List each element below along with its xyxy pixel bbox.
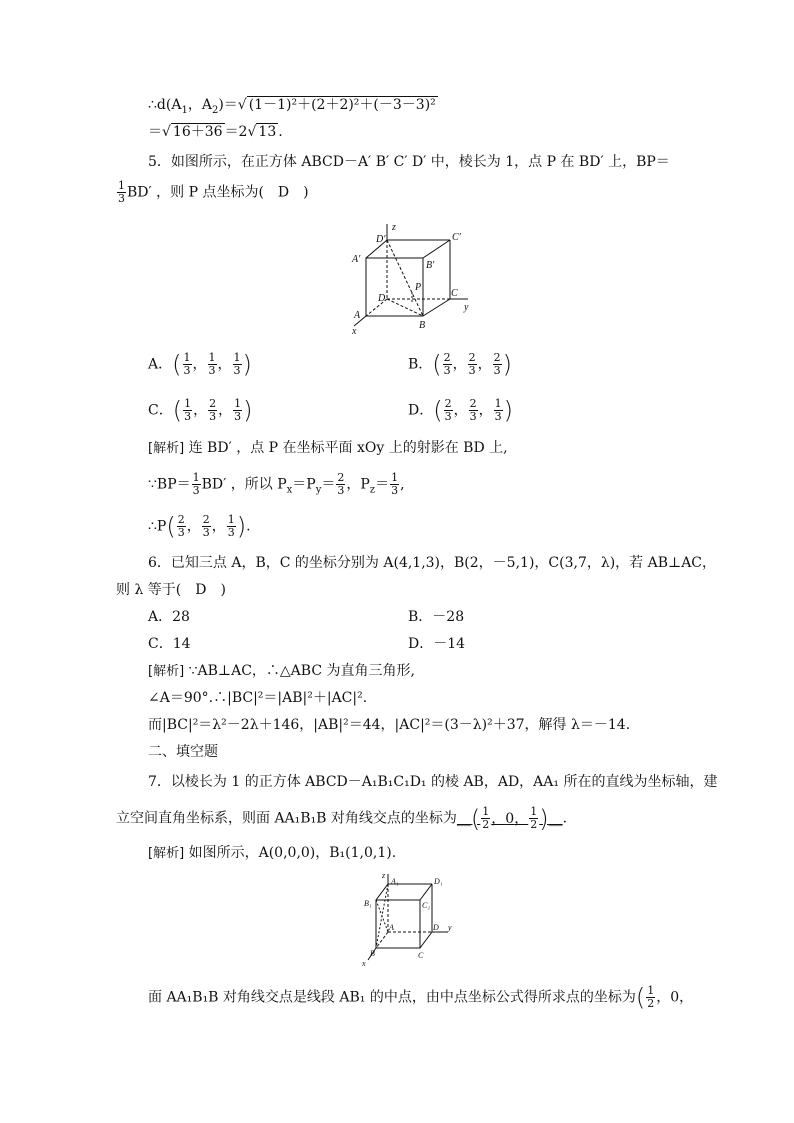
label-z: z [392, 222, 396, 233]
q5-option-a: A．( $\frac{1}{3}$ ， $\frac{1}{3}$ ， $\frac{1}{3}$ ) [148, 350, 252, 379]
q7-cube-figure [358, 870, 458, 970]
q6-option-b: B．－28 [408, 609, 465, 625]
label-c: C [418, 951, 424, 960]
label-c: C [451, 288, 458, 299]
label-c1: C₁ [422, 901, 431, 910]
q5-option-c: C．( $\frac{1}{3}$ ， $\frac{2}{3}$ ， $\frac{1}{3}$ ) [148, 396, 253, 425]
q6-option-a: A．28 [148, 609, 190, 625]
label-y: y [464, 302, 469, 313]
label-a-prime: A′ [352, 254, 361, 265]
fraction: $\frac{2}{3}$ [468, 351, 476, 377]
prev-line-1: $\therefore d(A_1$，$A_2)=√$ (1－1)²＋(2＋2)²＋(－3－3)² [148, 97, 436, 116]
q7-stem-2: 立空间直角坐标系，则面 AA₁B₁B 对角线交点的坐标为__( $\frac{1}{2}$ ，0， $\frac{1}{2}$ )__. [116, 804, 568, 833]
fraction: $\frac{1}{3}$ [494, 397, 502, 423]
label-a: A [389, 923, 394, 932]
q7-answer-blank: __( $\frac{1}{2}$ ，0， $\frac{1}{2}$ )__ [456, 804, 563, 833]
label-d1: D₁ [434, 877, 443, 886]
label-a: A [354, 310, 361, 321]
label-x: x [352, 326, 357, 336]
fraction: $\frac{1}{3}$ [234, 397, 242, 423]
fraction: $\frac{2}{3}$ [209, 397, 217, 423]
label-x: x [362, 959, 366, 968]
fraction: $\frac{1}{3}$ [183, 351, 191, 377]
label-y: y [448, 923, 452, 932]
fraction: $\frac{1}{3}$ [118, 179, 125, 205]
fraction: $\frac{2}{3}$ [444, 397, 452, 423]
q6-analysis-3: 而|BC|²＝λ²－2λ＋146，|AB|²＝44，|AC|²＝(3－λ)²＋37，解得 λ＝－14. [148, 717, 631, 733]
q6-stem: 6．已知三点 A，B，C 的坐标分别为 A(4,1,3)，B(2，－5,1)，C(3,7，λ)，若 AB⊥AC， [148, 555, 717, 571]
label-d-prime: D′ [376, 234, 386, 245]
q5-analysis-2: ∵BP＝ $\frac{1}{3}$ BD′ ，所以 $P_x=P_y=$ $\frac{2}{3}$ ，$P_z=$ $\frac{1}{3}$ , [148, 471, 405, 497]
analysis-tag: [解析] [148, 441, 185, 456]
label-b1: B₁ [364, 899, 372, 908]
label-c-prime: C′ [452, 232, 461, 243]
label-b: B [370, 949, 375, 958]
fraction: $\frac{2}{3}$ [443, 351, 451, 377]
q6-analysis-1: [解析] ∵AB⊥AC，∴△ABC 为直角三角形, [148, 663, 415, 679]
label-a1: A₁ [391, 877, 399, 886]
q6-option-c: C．14 [148, 636, 191, 652]
label-b-prime: B′ [426, 260, 435, 271]
q6-stem-2: 则 λ 等于( D ) [116, 582, 226, 598]
q5-option-d: D．( $\frac{2}{3}$ ， $\frac{2}{3}$ ， $\frac{1}{3}$ ) [408, 396, 513, 425]
section-heading: 二、填空题 [148, 744, 218, 760]
q6-option-d: D．－14 [408, 636, 466, 652]
label-d: D [433, 923, 439, 932]
q5-stem-2: $\frac{1}{3}$ BD′ ，则 P 点坐标为( D ) [118, 179, 309, 205]
option-label: C． [148, 402, 173, 419]
q5-stem: 5．如图所示，在正方体 ABCD－A′ B′ C′ D′ 中，棱长为 1，点 P 在 BD′ 上，BP＝ [148, 154, 670, 170]
q5-analysis-1: [解析] 连 BD′ ，点 P 在坐标平面 xOy 上的射影在 BD 上, [148, 440, 508, 456]
prev-line-2: ＝√ 16＋36 ＝2√ 13 . [148, 124, 283, 140]
q7-analysis-1: [解析] 如图所示，A(0,0,0)，B₁(1,0,1). [148, 845, 397, 861]
fraction: $\frac{2}{3}$ [493, 351, 501, 377]
fraction: $\frac{1}{3}$ [233, 351, 241, 377]
fraction: $\frac{1}{3}$ [208, 351, 216, 377]
q7-analysis-2: 面 AA₁B₁B 对角线交点是线段 AB₁ 的中点，由中点坐标公式得所求点的坐标为( $\frac{1}{2}$ ，0， [148, 983, 694, 1012]
label-p: P [415, 282, 422, 293]
q7-stem: 7．以棱长为 1 的正方体 ABCD－A₁B₁C₁D₁ 的棱 AB，AD，AA₁ 所在的直线为坐标轴，建 [148, 774, 718, 790]
fraction: $\frac{1}{3}$ [184, 397, 192, 423]
option-label: B． [408, 356, 433, 373]
fraction: $\frac{2}{3}$ [469, 397, 477, 423]
label-b: B [419, 320, 426, 331]
q6-analysis-2: ∠A＝90°.∴|BC|²＝|AB|²＋|AC|². [148, 690, 368, 706]
radical: (1－1)²＋(2＋2)²＋(－3－3)² [248, 97, 436, 113]
q5-option-b: B．( $\frac{2}{3}$ ， $\frac{2}{3}$ ， $\frac{2}{3}$ ) [408, 350, 513, 379]
option-label: D． [408, 402, 434, 419]
option-label: A． [148, 356, 173, 373]
q5-analysis-3: ∴P( $\frac{2}{3}$ ， $\frac{2}{3}$ ， $\frac{1}{3}$ ). [148, 512, 251, 541]
label-d: D [378, 293, 386, 304]
label-z: z [382, 871, 386, 880]
q5-cube-figure [340, 218, 480, 336]
